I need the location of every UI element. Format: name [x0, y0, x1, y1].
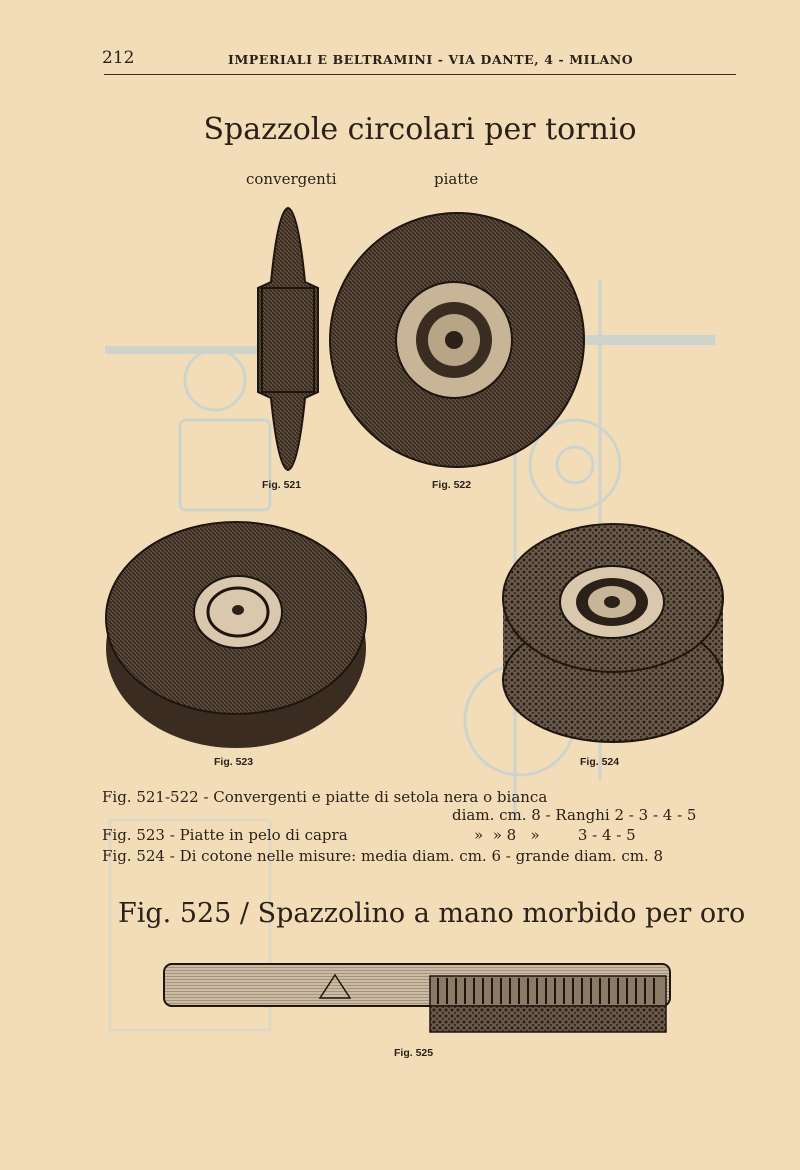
running-head: IMPERIALI E BELTRAMINI - VIA DANTE, 4 - MILANO	[228, 52, 634, 67]
fig-524-brush	[503, 524, 723, 742]
fig-525-brush	[164, 964, 670, 1032]
fig-525-label: Fig. 525	[394, 1047, 434, 1059]
fig-522-brush	[330, 213, 584, 467]
caption-521-522-dims: diam. cm. 8 - Ranghi 2 - 3 - 4 - 5	[452, 806, 697, 824]
section-title-525: Fig. 525 / Spazzolino a mano morbido per oro	[118, 898, 746, 929]
page-number: 212	[102, 48, 135, 68]
section-title: Spazzole circolari per tornio	[203, 112, 637, 147]
fig-523-label: Fig. 523	[214, 756, 254, 768]
label-convergenti: convergenti	[246, 170, 337, 188]
fig-524-label: Fig. 524	[580, 756, 620, 768]
caption-523: Fig. 523 - Piatte in pelo di capra	[102, 826, 348, 844]
caption-521-522: Fig. 521-522 - Convergenti e piatte di setola nera o bianca	[102, 788, 548, 806]
fig-521-label: Fig. 521	[262, 479, 302, 491]
fig-521-brush	[258, 208, 318, 470]
caption-523-dims: » » 8 » 3 - 4 - 5	[474, 826, 636, 844]
fig-522-label: Fig. 522	[432, 479, 472, 491]
caption-524: Fig. 524 - Di cotone nelle misure: media diam. cm. 6 - grande diam. cm. 8	[102, 847, 664, 865]
fig-523-brush	[106, 522, 366, 748]
label-piatte: piatte	[434, 170, 479, 188]
